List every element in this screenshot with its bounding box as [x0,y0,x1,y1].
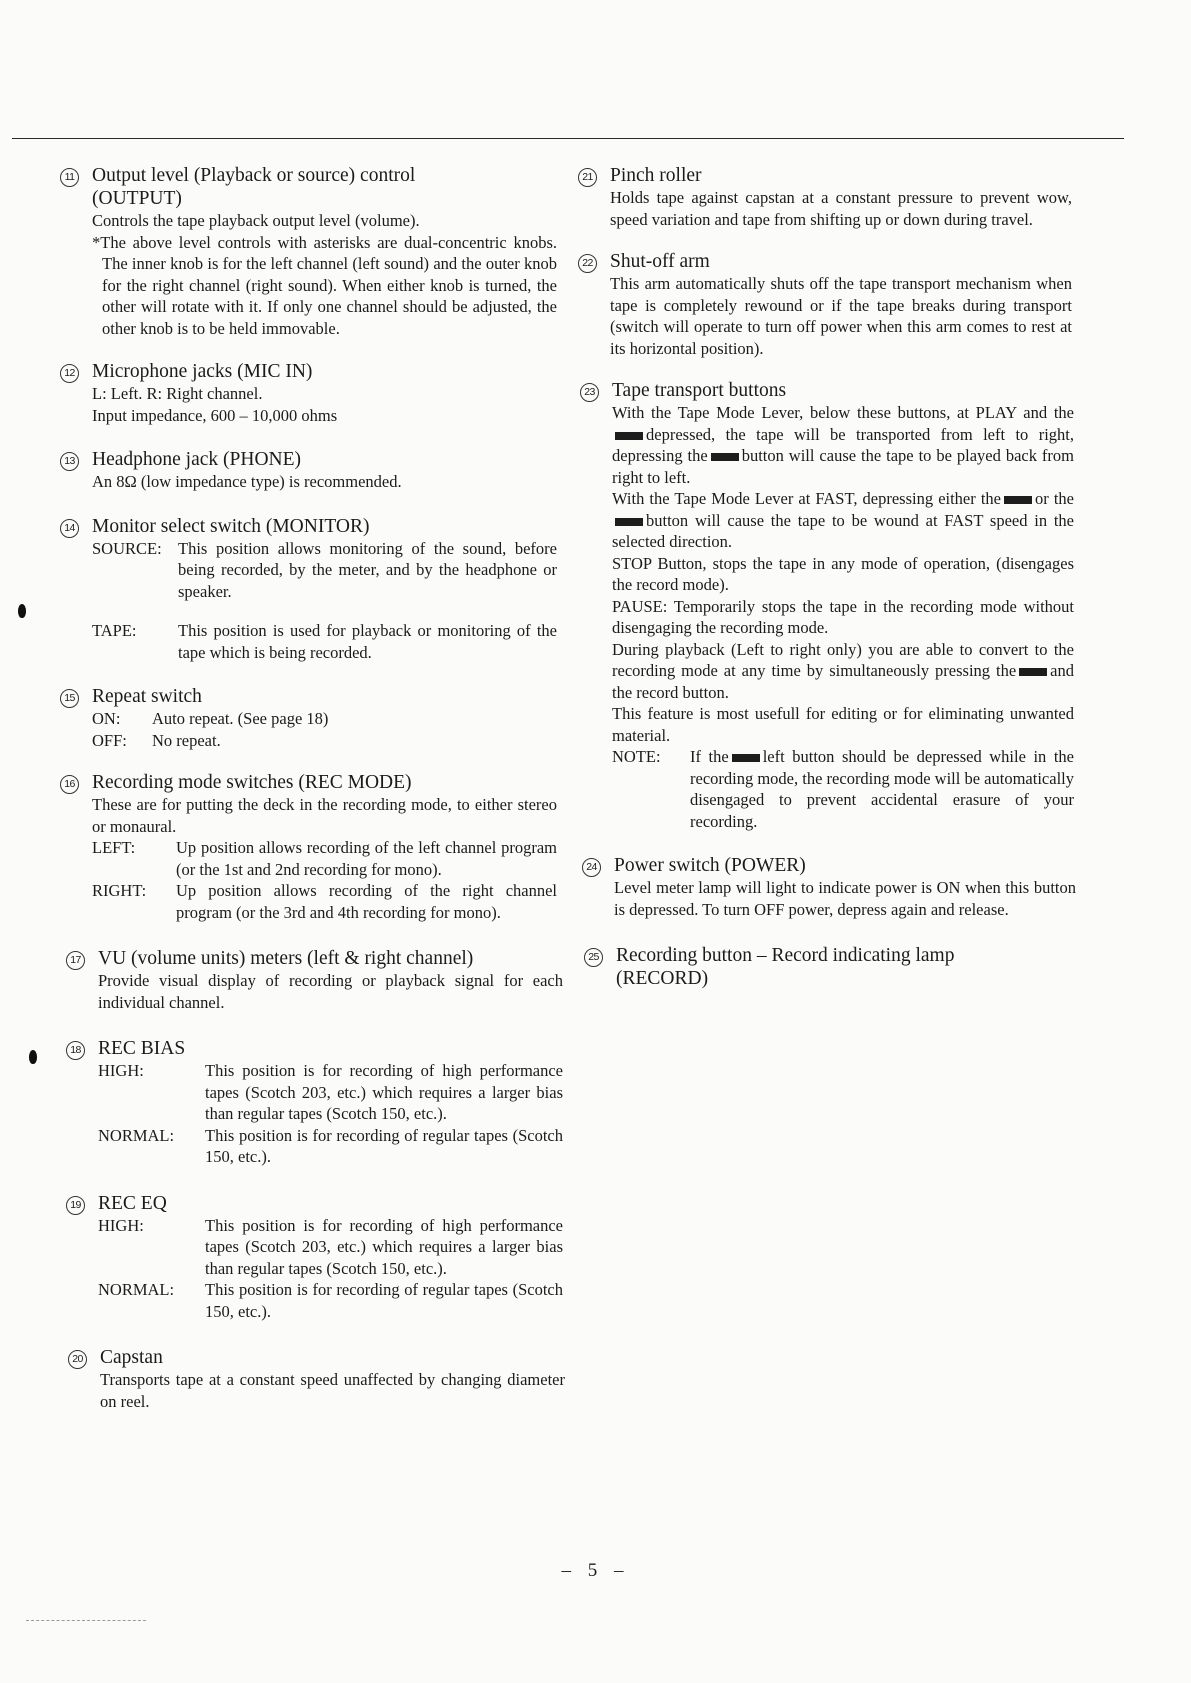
section-pinch-roller [578,164,1072,230]
section-description: Provide visual display of recording or playback signal for each individual channel. [98,971,563,1012]
definition: Up position allows recording of the left channel program (or the 1st and 2nd recording for mono). [176,838,557,879]
dual-knob-note: *The above level controls with asterisks are dual-concentric knobs. The inner knob is for the left channel (left sound) and the outer knob for the right channel (right sound). When either knob is turned, the other will rotate with it. If only one channel should be adjusted, the other knob is to be held immovable. [92,232,557,338]
section-title-cont: (OUTPUT) [92,188,182,209]
section-title: Pinch roller [610,165,702,186]
item-number: 24 [582,858,601,877]
section-description: Controls the tape playback output level (volume). [92,211,420,230]
text-fragment: or the [1035,489,1074,508]
feature-paragraph: This feature is most usefull for editing or for eliminating unwanted material. [612,704,1074,745]
left-column [60,164,565,1412]
section-description: Level meter lamp will light to indicate power is ON when this button is depressed. To turn OFF power, depress again and release. [614,878,1076,919]
section-title: Tape transport buttons [612,380,787,401]
section-tape-transport-buttons [580,379,1074,832]
section-description: Transports tape at a constant speed unaffected by changing diameter on reel. [100,1370,565,1411]
section-title: Recording button – Record indicating lamp [616,945,955,966]
section-title: Recording mode switches (REC MODE) [92,772,412,793]
header-rule [12,138,1124,139]
binding-hole-mark [29,1050,37,1064]
term: HIGH: [98,1215,144,1235]
text-fragment: and the record button. [612,661,1074,702]
definition: This position is for recording of regular tapes (Scotch 150, etc.). [205,1125,563,1166]
item-number: 18 [66,1041,85,1060]
section-title: Microphone jacks (MIC IN) [92,361,313,382]
item-number: 15 [60,689,79,708]
section-description: Holds tape against capstan at a constant pressure to prevent wow, speed variation and tape from shifting up or down during travel. [610,188,1072,229]
section-title-cont: (RECORD) [616,968,709,989]
forward-button-icon [1004,496,1032,504]
section-title: Repeat switch [92,686,202,707]
playback-convert-paragraph [612,639,1074,704]
section-microphone-jacks [60,360,557,426]
page-number: – 5 – [561,1560,630,1581]
impedance-line: Input impedance, 600 – 10,000 ohms [92,405,338,425]
item-number: 22 [578,254,597,273]
term: NORMAL: [98,1280,175,1299]
section-rec-mode [60,771,557,923]
channel-line: L: Left. R: Right channel. [92,384,263,403]
forward-button-icon [1019,668,1047,676]
item-number: 12 [60,364,79,383]
term: TAPE: [92,621,137,640]
section-description: These are for putting the deck in the recording mode, to either stereo or monaural. [92,795,557,836]
term: HIGH: [98,1061,144,1080]
text-fragment: button will cause the tape to be wound at FAST speed in the selected direction. [612,510,1074,551]
definition: This position is used for playback or monitoring of the tape which is being recorded. [178,621,557,662]
section-title: Output level (Playback or source) control [92,165,416,186]
definition-row [92,708,557,730]
section-description: This arm automatically shuts off the tape transport mechanism when tape is completely rewound or if the tape breaks during transport (switch will operate to turn off power when this arm comes to rest at its horizontal position). [610,274,1072,358]
text-fragment: With the Tape Mode Lever, below these buttons, at PLAY and the [612,403,1074,422]
definition-row [98,1060,563,1125]
fast-paragraph [612,488,1074,553]
text-fragment: If the [690,747,729,766]
term: LEFT: [92,838,136,857]
section-vu-meters [66,947,563,1013]
text-fragment: During playback (Left to right only) you are able to convert to the recording mode at any time by simultaneously pressing the [612,639,1074,680]
definition-row [92,620,557,663]
section-title: REC BIAS [98,1038,186,1059]
definition-row [92,880,557,923]
item-number: 25 [584,948,603,967]
term: ON: [92,709,121,728]
definition: This position is for recording of regular tapes (Scotch 150, etc.). [205,1280,563,1321]
play-paragraph [612,402,1074,488]
reverse-button-icon [615,518,643,526]
item-number: 19 [66,1196,85,1215]
section-title: Monitor select switch (MONITOR) [92,515,370,537]
section-recording-button [584,944,1078,990]
section-title: Shut-off arm [610,251,710,272]
section-title: REC EQ [98,1192,167,1214]
section-capstan [68,1346,565,1412]
text-fragment: depressed, the tape will be transported from left to right, depressing the [612,424,1074,465]
item-number: 16 [60,775,79,794]
section-power-switch [582,854,1076,920]
term: RIGHT: [92,881,147,900]
definition-row [92,538,557,603]
section-monitor-switch [60,515,557,664]
item-number: 13 [60,452,79,471]
section-description: An 8Ω (low impedance type) is recommended. [92,472,402,491]
reverse-button-icon [711,453,739,461]
binding-hole-mark [18,604,26,618]
definition: This position is for recording of high performance tapes (Scotch 203, etc.) which requires a larger bias than regular tapes (Scotch 150, etc.). [205,1215,563,1278]
term: SOURCE: [92,538,162,558]
item-number: 23 [580,383,599,402]
definition-row [92,730,557,752]
text-fragment: button will cause the tape to be played back from right to left. [612,446,1074,487]
section-title: Capstan [100,1347,163,1368]
note-label: NOTE: [612,747,661,766]
definition: Up position allows recording of the right channel program (or the 3rd and 4th recording for mono). [176,881,557,922]
text-fragment: left button should be depressed while in the recording mode, the recording mode will be automatically disengaged to prevent accidental erasure of your recording. [690,747,1074,831]
definition: This position allows monitoring of the sound, before being recorded, by the meter, and by the headphone or speaker. [178,538,557,601]
definition: Auto repeat. (See page 18) [152,709,329,728]
section-rec-bias [66,1037,563,1168]
term: NORMAL: [98,1125,175,1145]
section-title: Power switch (POWER) [614,855,806,876]
scan-artifact [26,1620,146,1621]
section-output-level [60,164,557,339]
definition: This position is for recording of high performance tapes (Scotch 203, etc.) which requires a larger bias than regular tapes (Scotch 150, etc.). [205,1061,563,1123]
definition: No repeat. [152,730,221,750]
section-headphone-jack [60,448,557,493]
stop-paragraph: STOP Button, stops the tape in any mode of operation, (disengages the record mode). [612,553,1074,594]
item-number: 17 [66,951,85,970]
right-column [578,164,1076,990]
definition-row [92,837,557,880]
definition-row [98,1125,563,1168]
section-rec-eq [66,1192,563,1323]
note-text [690,746,1074,832]
section-title: Headphone jack (PHONE) [92,449,302,470]
reverse-button-icon [732,754,760,762]
item-number: 21 [578,168,597,187]
note-row [612,746,1074,832]
pause-paragraph: PAUSE: Temporarily stops the tape in the recording mode without disengaging the recording mode. [612,596,1074,637]
item-number: 14 [60,519,79,538]
text-fragment: With the Tape Mode Lever at FAST, depressing either the [612,489,1001,508]
section-title: VU (volume units) meters (left & right channel) [98,948,474,969]
section-repeat-switch [60,685,557,751]
definition-row [98,1279,563,1322]
forward-button-icon [615,432,643,440]
item-number: 11 [60,168,79,187]
term: OFF: [92,730,127,750]
definition-row [98,1215,563,1280]
section-shut-off-arm [578,250,1072,359]
item-number: 20 [68,1350,87,1369]
